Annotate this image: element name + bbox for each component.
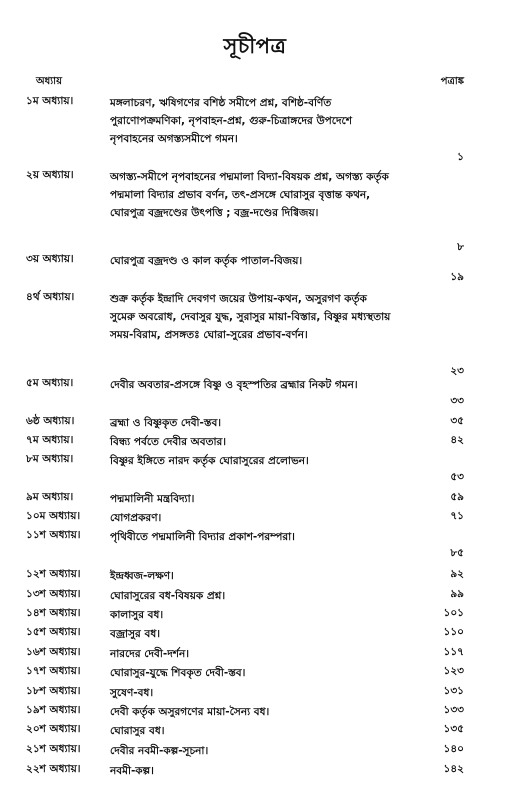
chapter-description: বিষ্ণুর ইঙ্গিতে নারদ কর্তৃক ঘোরাসুরের প্রলোভন।: [110, 455, 309, 467]
chapter-description: ঘোরাসুরের বধ-বিষয়ক প্রশ্ন।: [110, 590, 226, 602]
chapter-number: ১৮শ অধ্যায়।: [26, 685, 81, 697]
chapter-description: ব্রহ্মা ও বিষ্ণুকৃত দেবী-স্তব।: [110, 417, 222, 429]
page-column-header: পত্রাঙ্ক: [440, 76, 464, 87]
chapter-number: ১২শ অধ্যায়।: [26, 568, 81, 580]
chapter-number: ৯ম অধ্যায়।: [26, 491, 74, 503]
chapter-description: ঘোরাসুর-যুদ্ধে শিবকৃত দেবী-স্তব।: [110, 667, 246, 679]
page-number: ৯২: [450, 568, 464, 580]
chapter-number: ২২শ অধ্যায়।: [26, 763, 81, 775]
chapter-number: ২১শ অধ্যায়।: [26, 743, 81, 755]
chapter-number: ৭ম অধ্যায়।: [26, 434, 74, 446]
page-number: ১৯: [450, 271, 464, 283]
chapter-description: যোগপ্রকরণ।: [110, 512, 162, 524]
page-number: ১৪০: [443, 743, 464, 755]
page-number: ৫৯: [450, 491, 464, 503]
page-number: ৫৩: [450, 471, 464, 483]
page-number: ১১০: [443, 626, 464, 638]
page-title: সূচীপত্র: [223, 34, 287, 58]
chapter-description: দেবী কর্তৃক অসুরগণের মায়া-সৈন্য বধ।: [110, 706, 270, 718]
page-number: ৭১: [450, 510, 464, 522]
chapter-number: ১১শ অধ্যায়।: [26, 529, 81, 541]
page-number: ১৩৫: [443, 723, 464, 735]
chapter-number: ১৩শ অধ্যায়।: [26, 588, 81, 600]
page-number: ১০১: [443, 607, 464, 619]
chapter-number: ২০শ অধ্যায়।: [26, 723, 81, 735]
chapter-column-header: অধ্যায়: [36, 76, 62, 87]
chapter-description: নারদের দেবী-দর্শন।: [110, 648, 189, 660]
chapter-number: ৬ষ্ঠ অধ্যায়।: [26, 415, 75, 427]
chapter-description: পদ্মমালিনী মন্ত্রবিদ্যা।: [110, 493, 195, 505]
page-number: ১৪২: [443, 763, 464, 775]
page-number: ১: [457, 151, 464, 163]
chapter-number: ১৭শ অধ্যায়।: [26, 665, 81, 677]
chapter-description: অগস্ত্য-সমীপে নৃপবাহনের পদ্মমালা বিদ্যা-বিষয়ক প্রশ্ন, অগস্ত্য কর্তৃক পদ্মমালা বিদ্যার প্রভাব বর্ণন, তৎ-প্রসঙ্গে ঘোরাসুর বৃত্তান্ত কথন, ঘোরপুত্র বজ্রদণ্ডের উৎপত্তি ; বজ্র-দণ্ডের দিগ্বিজয়।: [110, 171, 389, 219]
chapter-number: ১০ম অধ্যায়।: [26, 510, 81, 522]
chapter-description: কালাসুর বধ।: [110, 609, 164, 621]
page-number: ৮: [457, 241, 464, 253]
chapter-number: ৪র্থ অধ্যায়।: [26, 291, 75, 303]
chapter-description: মঙ্গলাচরণ, ঋষিগণের বশিষ্ঠ সমীপে প্রশ্ন, বশিষ্ঠ-বর্ণিত পুরাণোপক্রমণিকা, নৃপবাহন-প্রশ্ন, গুরু-চিত্রাঙ্গদের উপদেশে নৃপবাহনের অগস্ত্যসমীপে গমন।: [110, 97, 352, 145]
chapter-description: ঘোরাসুর বধ।: [110, 725, 165, 737]
chapter-description: দেবীর অবতার-প্রসঙ্গে বিষ্ণু ও বৃহস্পতির ব্রহ্মার নিকট গমন।: [110, 379, 358, 391]
page-number: ৯৯: [450, 588, 464, 600]
page-number: ১৩১: [443, 685, 464, 697]
chapter-description: বজ্রাসুর বধ।: [110, 628, 160, 640]
page-number: ৩৩: [450, 395, 464, 407]
chapter-description: নবমী-কল্প।: [110, 765, 154, 777]
chapter-number: ১ম অধ্যায়।: [26, 95, 74, 107]
page-number: ১৩৩: [443, 704, 464, 716]
chapter-number: ১৪শ অধ্যায়।: [26, 607, 81, 619]
chapter-description: দেবীর নবমী-কল্প-সূচনা।: [110, 745, 209, 757]
chapter-number: ২য় অধ্যায়।: [26, 169, 74, 181]
page-number: ১২৩: [443, 665, 464, 677]
page-number: ৮৫: [450, 547, 464, 559]
page-number: ২৩: [450, 365, 464, 377]
page-number: ৩৫: [450, 415, 464, 427]
chapter-number: ৫ম অধ্যায়।: [26, 377, 74, 389]
chapter-number: ১৯শ অধ্যায়।: [26, 704, 81, 716]
page-number: ৪২: [450, 434, 464, 446]
chapter-number: ১৫শ অধ্যায়।: [26, 626, 81, 638]
chapter-description: সুষেণ-বধ।: [110, 687, 154, 699]
chapter-description: বিন্ধ্য পর্বতে দেবীর অবতার।: [110, 436, 227, 448]
chapter-number: ৮ম অধ্যায়।: [26, 453, 74, 465]
page-number: ১১৭: [443, 646, 464, 658]
chapter-description: ঘোরপুত্র বজ্রদণ্ড ও কাল কর্তৃক পাতাল-বিজয়।: [110, 255, 303, 267]
chapter-number: ১৬শ অধ্যায়।: [26, 646, 81, 658]
chapter-number: ৩য় অধ্যায়।: [26, 253, 74, 265]
chapter-description: ইন্দ্রধ্বজ-লক্ষণ।: [110, 570, 174, 582]
chapter-description: শুক্র কর্তৃক ইন্দ্রাদি দেবগণ জয়ের উপায়-কথন, অসুরগণ কর্তৃক সুমেরু অবরোধ, দেবাসুর যুদ্ধ, সুরাসুর মায়া-বিস্তার, বিষ্ণুর মধ্যস্থতায় সময়-বিরাম, প্রসঙ্গতঃ ঘোরা-সুরের প্রভাব-বর্ণন।: [110, 293, 391, 341]
chapter-description: পৃথিবীতে পদ্মমালিনী বিদ্যার প্রকাশ-পরম্পরা।: [110, 531, 295, 543]
